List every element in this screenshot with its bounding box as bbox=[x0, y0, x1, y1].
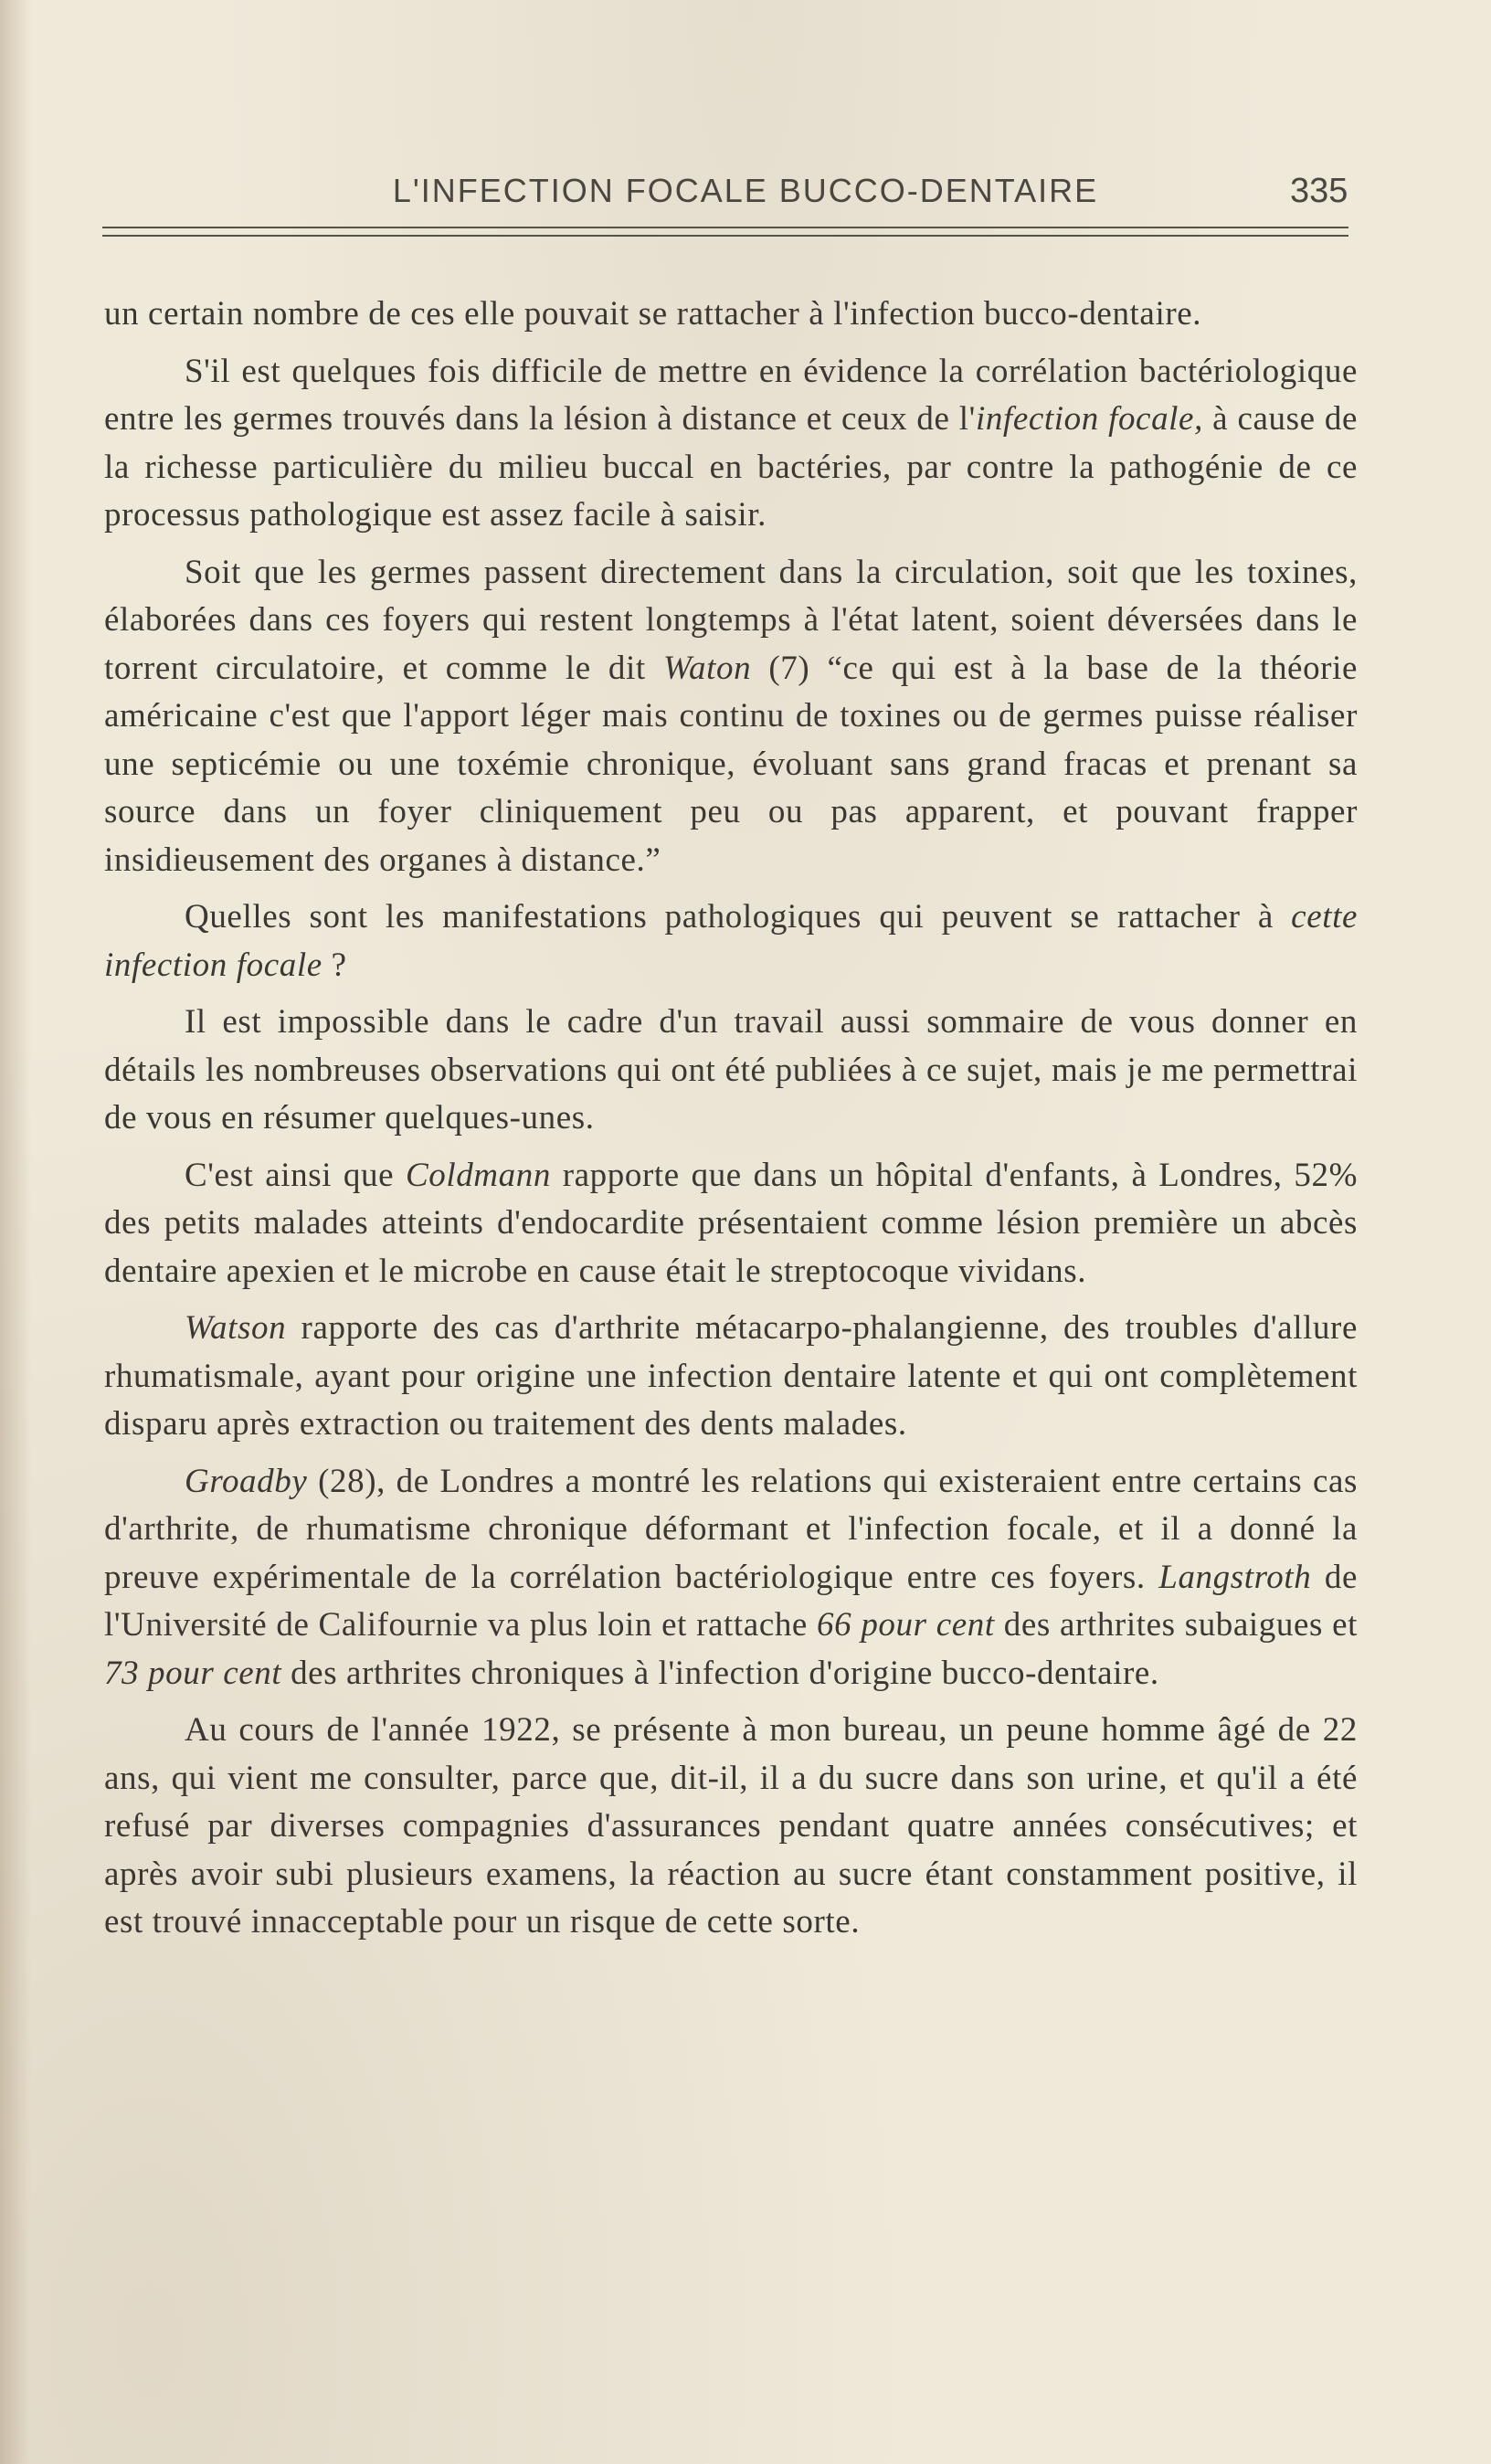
text-run: Soit que les germes passent directement dans la circulation, soit que les toxines, élaborées dans ces foyers qui restent longtemps à l'état latent, soient déversées dans le torrent circulatoire, et comme le dit bbox=[104, 553, 1358, 687]
text-run: Il est impossible dans le cadre d'un travail aussi sommaire de vous donner en détails les nombreuses observations qui ont été publiées à ce sujet, mais je me permettrai de vous en résumer quelques-unes. bbox=[104, 1003, 1358, 1137]
text-run: Quelles sont les manifestations pathologiques qui peuvent se rattacher à bbox=[185, 898, 1292, 936]
paragraph bbox=[104, 549, 1358, 885]
body-text bbox=[104, 291, 1358, 1956]
italic-text: 73 pour cent bbox=[104, 1654, 282, 1692]
running-header bbox=[0, 172, 1491, 217]
paragraph bbox=[104, 291, 1358, 339]
italic-text: Coldmann bbox=[405, 1156, 551, 1194]
paragraph bbox=[104, 348, 1358, 540]
italic-text: infection focale, bbox=[975, 400, 1203, 438]
text-run: S'il est quelques fois difficile de mettre en évidence la corrélation bactériologique entre les germes trouvés dans la lésion à distance et ceux de l' bbox=[104, 352, 1358, 438]
paragraph bbox=[104, 1458, 1358, 1698]
text-run: C'est ainsi que bbox=[185, 1156, 406, 1194]
italic-text: Waton bbox=[662, 649, 752, 687]
text-run: (7) “ce qui est à la base de la théorie américaine c'est que l'apport léger mais continu de toxines ou de germes puisse réaliser une septicémie ou une toxémie chronique, évoluant sans grand fracas et prenant sa source dans un foyer cliniquement peu ou pas apparent, et pouvant frapper insidieusement des organes à distance.” bbox=[104, 649, 1358, 879]
text-run: de l'Université de Califournie va plus loin et rattache bbox=[104, 1558, 1358, 1644]
text-run: des arthrites chroniques à l'infection d'origine bucco-dentaire. bbox=[281, 1654, 1159, 1692]
text-run: Au cours de l'année 1922, se présente à mon bureau, un peune homme âgé de 22 ans, qui vient me consulter, parce que, dit-il, il a du sucre dans son urine, et qu'il a été refusé par diverses compagnies d'assurances pendant quatre années consécutives; et après avoir subi plusieurs examens, la réaction au sucre étant constamment positive, il est trouvé innacceptable pour un risque de cette sorte. bbox=[104, 1711, 1358, 1941]
paragraph bbox=[104, 1305, 1358, 1449]
text-run: (28), de Londres a montré les relations qui existeraient entre certains cas d'arthrite, de rhumatisme chronique déformant et l'infection focale, et il a donné la preuve expérimentale de la corrélation bactériologique entre ces foyers. bbox=[104, 1462, 1358, 1596]
italic-text: Langstroth bbox=[1158, 1558, 1312, 1596]
italic-text: 66 pour cent bbox=[817, 1606, 995, 1644]
page-number: 335 bbox=[1290, 172, 1348, 210]
header-rule-top bbox=[102, 227, 1348, 228]
text-run: rapporte que dans un hôpital d'enfants, à Londres, 52% des petits malades atteints d'endocardite présentaient comme lésion première un abcès dentaire apexien et le microbe en cause était le streptocoque vividans. bbox=[104, 1156, 1358, 1290]
header-rule-bottom bbox=[102, 235, 1348, 237]
text-run: des arthrites subaigues et bbox=[994, 1606, 1359, 1644]
italic-text: Watson bbox=[185, 1309, 287, 1347]
running-title: L'INFECTION FOCALE BUCCO-DENTAIRE bbox=[392, 172, 1099, 209]
paragraph bbox=[104, 1152, 1358, 1296]
italic-text: cette infection focale bbox=[104, 898, 1358, 984]
italic-text: Groadby bbox=[185, 1462, 308, 1500]
paragraph bbox=[104, 1707, 1358, 1947]
text-run: un certain nombre de ces elle pouvait se rattacher à l'infection bucco-dentaire. bbox=[104, 295, 1202, 333]
text-run: à cause de la richesse particulière du milieu buccal en bactéries, par contre la pathogénie de ce processus pathologique est assez facile à saisir. bbox=[104, 400, 1358, 534]
paragraph bbox=[104, 999, 1358, 1143]
paragraph bbox=[104, 894, 1358, 989]
page-binding-shadow bbox=[0, 0, 31, 2464]
text-run: ? bbox=[322, 946, 347, 984]
text-run: rapporte des cas d'arthrite métacarpo-phalangienne, des troubles d'allure rhumatismale, ayant pour origine une infection dentaire latente et qui ont complètement disparu après extraction ou traitement des dents malades. bbox=[104, 1309, 1358, 1443]
